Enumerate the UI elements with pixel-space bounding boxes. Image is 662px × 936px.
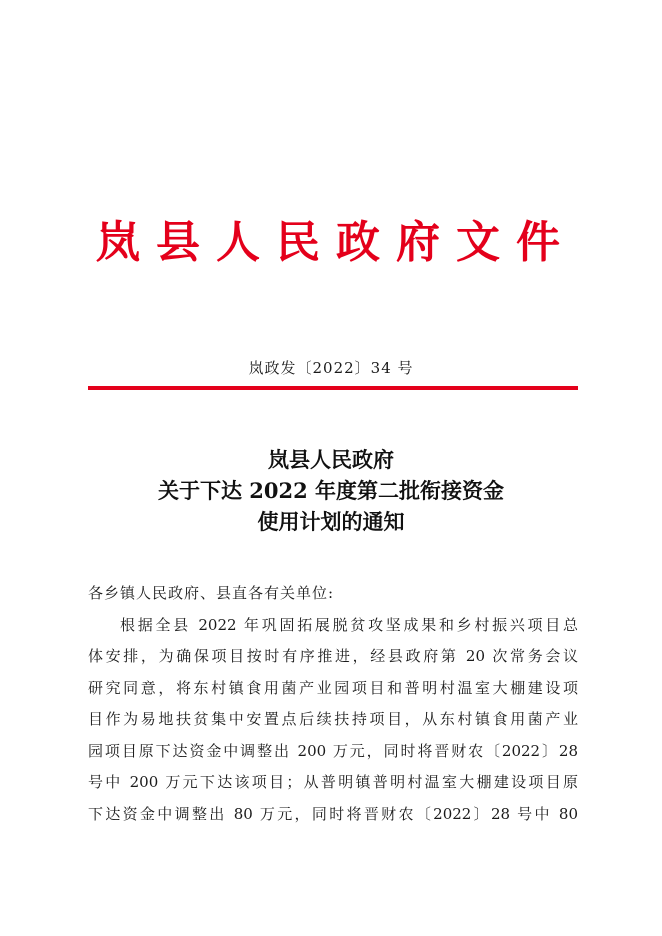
body-line: 号中 200 万元下达该项目；从普明镇普明村温室大棚建设项目原 (88, 773, 578, 791)
document-number: 岚政发〔2022〕34 号 (248, 359, 414, 377)
body-line: 下达资金中调整出 80 万元，同时将晋财农〔2022〕28 号中 80 (88, 804, 578, 823)
body-line: 园项目原下达资金中调整出 200 万元，同时将晋财农〔2022〕28 (88, 741, 578, 760)
title-line-2: 关于下达 2022 年度第二批衔接资金 (157, 478, 505, 503)
body-line: 体安排，为确保项目按时有序推进，经县政府第 20 次常务会议 (88, 647, 578, 665)
document-title (0, 444, 662, 537)
title-line-1: 岚县人民政府 (268, 447, 394, 472)
body-line: 目作为易地扶贫集中安置点后续扶持项目，从东村镇食用菌产业 (88, 710, 578, 728)
document-masthead: 岚县人民政府文件 (96, 217, 576, 268)
body-line: 根据全县 2022 年巩固拓展脱贫攻坚成果和乡村振兴项目总 (120, 615, 578, 634)
document-body (88, 578, 578, 830)
title-line-3: 使用计划的通知 (257, 509, 405, 534)
red-divider-line (88, 386, 578, 390)
salutation: 各乡镇人民政府、县直各有关单位: (88, 584, 335, 602)
body-line: 研究同意，将东村镇食用菌产业园项目和普明村温室大棚建设项 (88, 678, 578, 697)
